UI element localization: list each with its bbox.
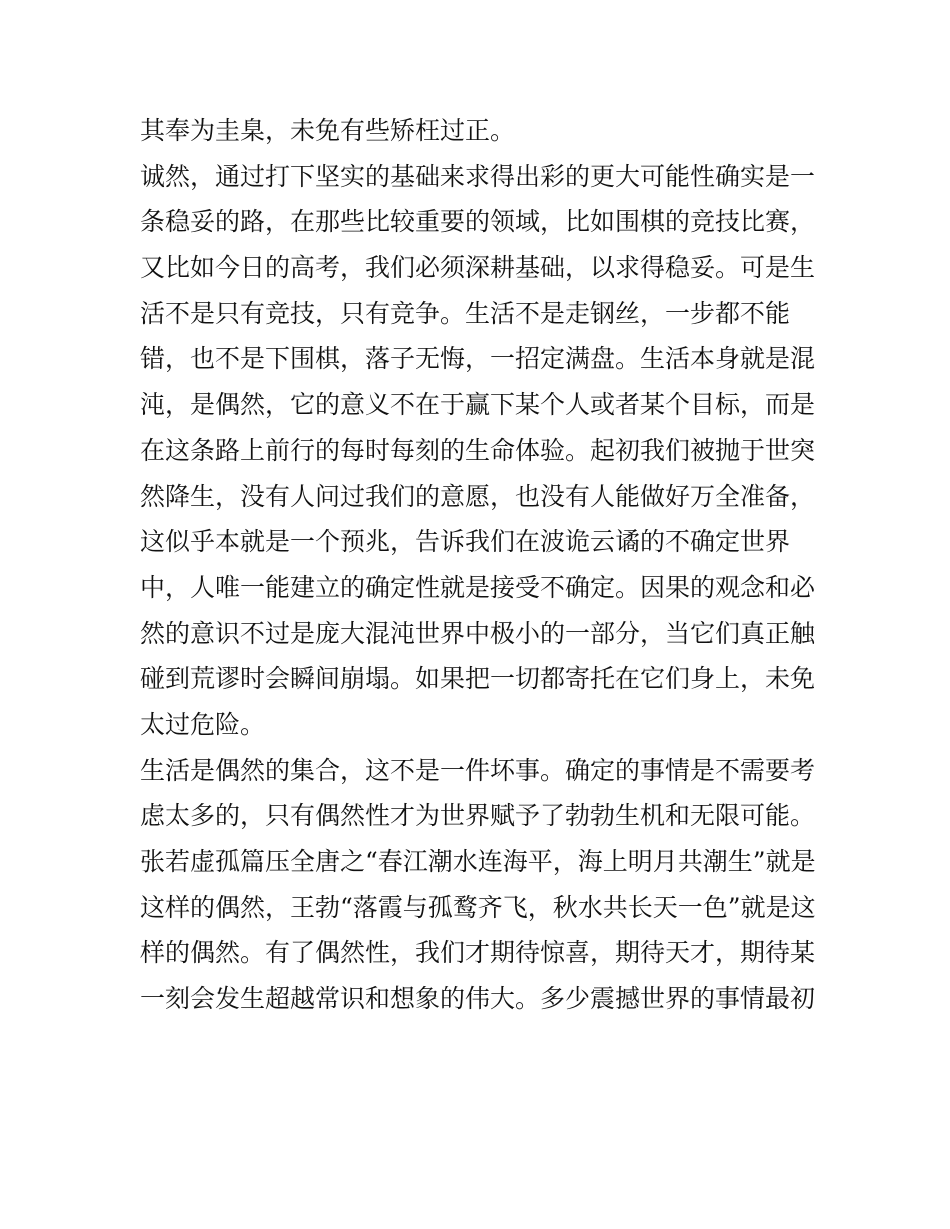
text-line: 碰到荒谬时会瞬间崩塌。如果把一切都寄托在它们身上，未免 xyxy=(140,664,816,694)
text-line: 中，人唯一能建立的确定性就是接受不确定。因果的观念和必 xyxy=(140,572,816,602)
text-line: 其奉为圭臬，未免有些矫枉过正。 xyxy=(140,116,516,145)
text-line: 张若虚孤篇压全唐之“春江潮水连海平，海上明月共潮生”就是 xyxy=(140,847,816,876)
text-line: 样的偶然。有了偶然性，我们才期待惊喜，期待天才，期待某 xyxy=(140,938,816,968)
text-line: 诚然，通过打下坚实的基础来求得出彩的更大可能性确实是一 xyxy=(140,161,816,191)
text-line: 活不是只有竞技，只有竞争。生活不是走钢丝，一步都不能 xyxy=(140,298,791,328)
text-line: 这似乎本就是一个预兆，告诉我们在波诡云谲的不确定世界 xyxy=(140,527,791,557)
text-line: 错，也不是下围棋，落子无悔，一招定满盘。生活本身就是混 xyxy=(140,344,816,374)
text-line: 太过危险。 xyxy=(140,709,266,739)
text-line: 然的意识不过是庞大混沌世界中极小的一部分，当它们真正触 xyxy=(140,618,816,648)
text-line: 生活是偶然的集合，这不是一件坏事。确定的事情是不需要考 xyxy=(140,755,816,785)
essay-text xyxy=(140,108,820,1022)
text-line: 沌，是偶然，它的意义不在于赢下某个人或者某个目标，而是 xyxy=(140,390,816,420)
text-line: 虑太多的，只有偶然性才为世界赋予了勃勃生机和无限可能。 xyxy=(140,801,816,831)
text-line: 又比如今日的高考，我们必须深耕基础，以求得稳妥。可是生 xyxy=(140,253,816,283)
text-line: 一刻会发生超越常识和想象的伟大。多少震撼世界的事情最初 xyxy=(140,984,816,1014)
text-line: 在这条路上前行的每时每刻的生命体验。起初我们被抛于世突 xyxy=(140,435,816,465)
text-line: 这样的偶然，王勃“落霞与孤鹜齐飞，秋水共长天一色”就是这 xyxy=(140,892,816,922)
text-line: 然降生，没有人问过我们的意愿，也没有人能做好万全准备， xyxy=(140,481,816,511)
text-line: 条稳妥的路，在那些比较重要的领域，比如围棋的竞技比赛， xyxy=(140,207,816,237)
